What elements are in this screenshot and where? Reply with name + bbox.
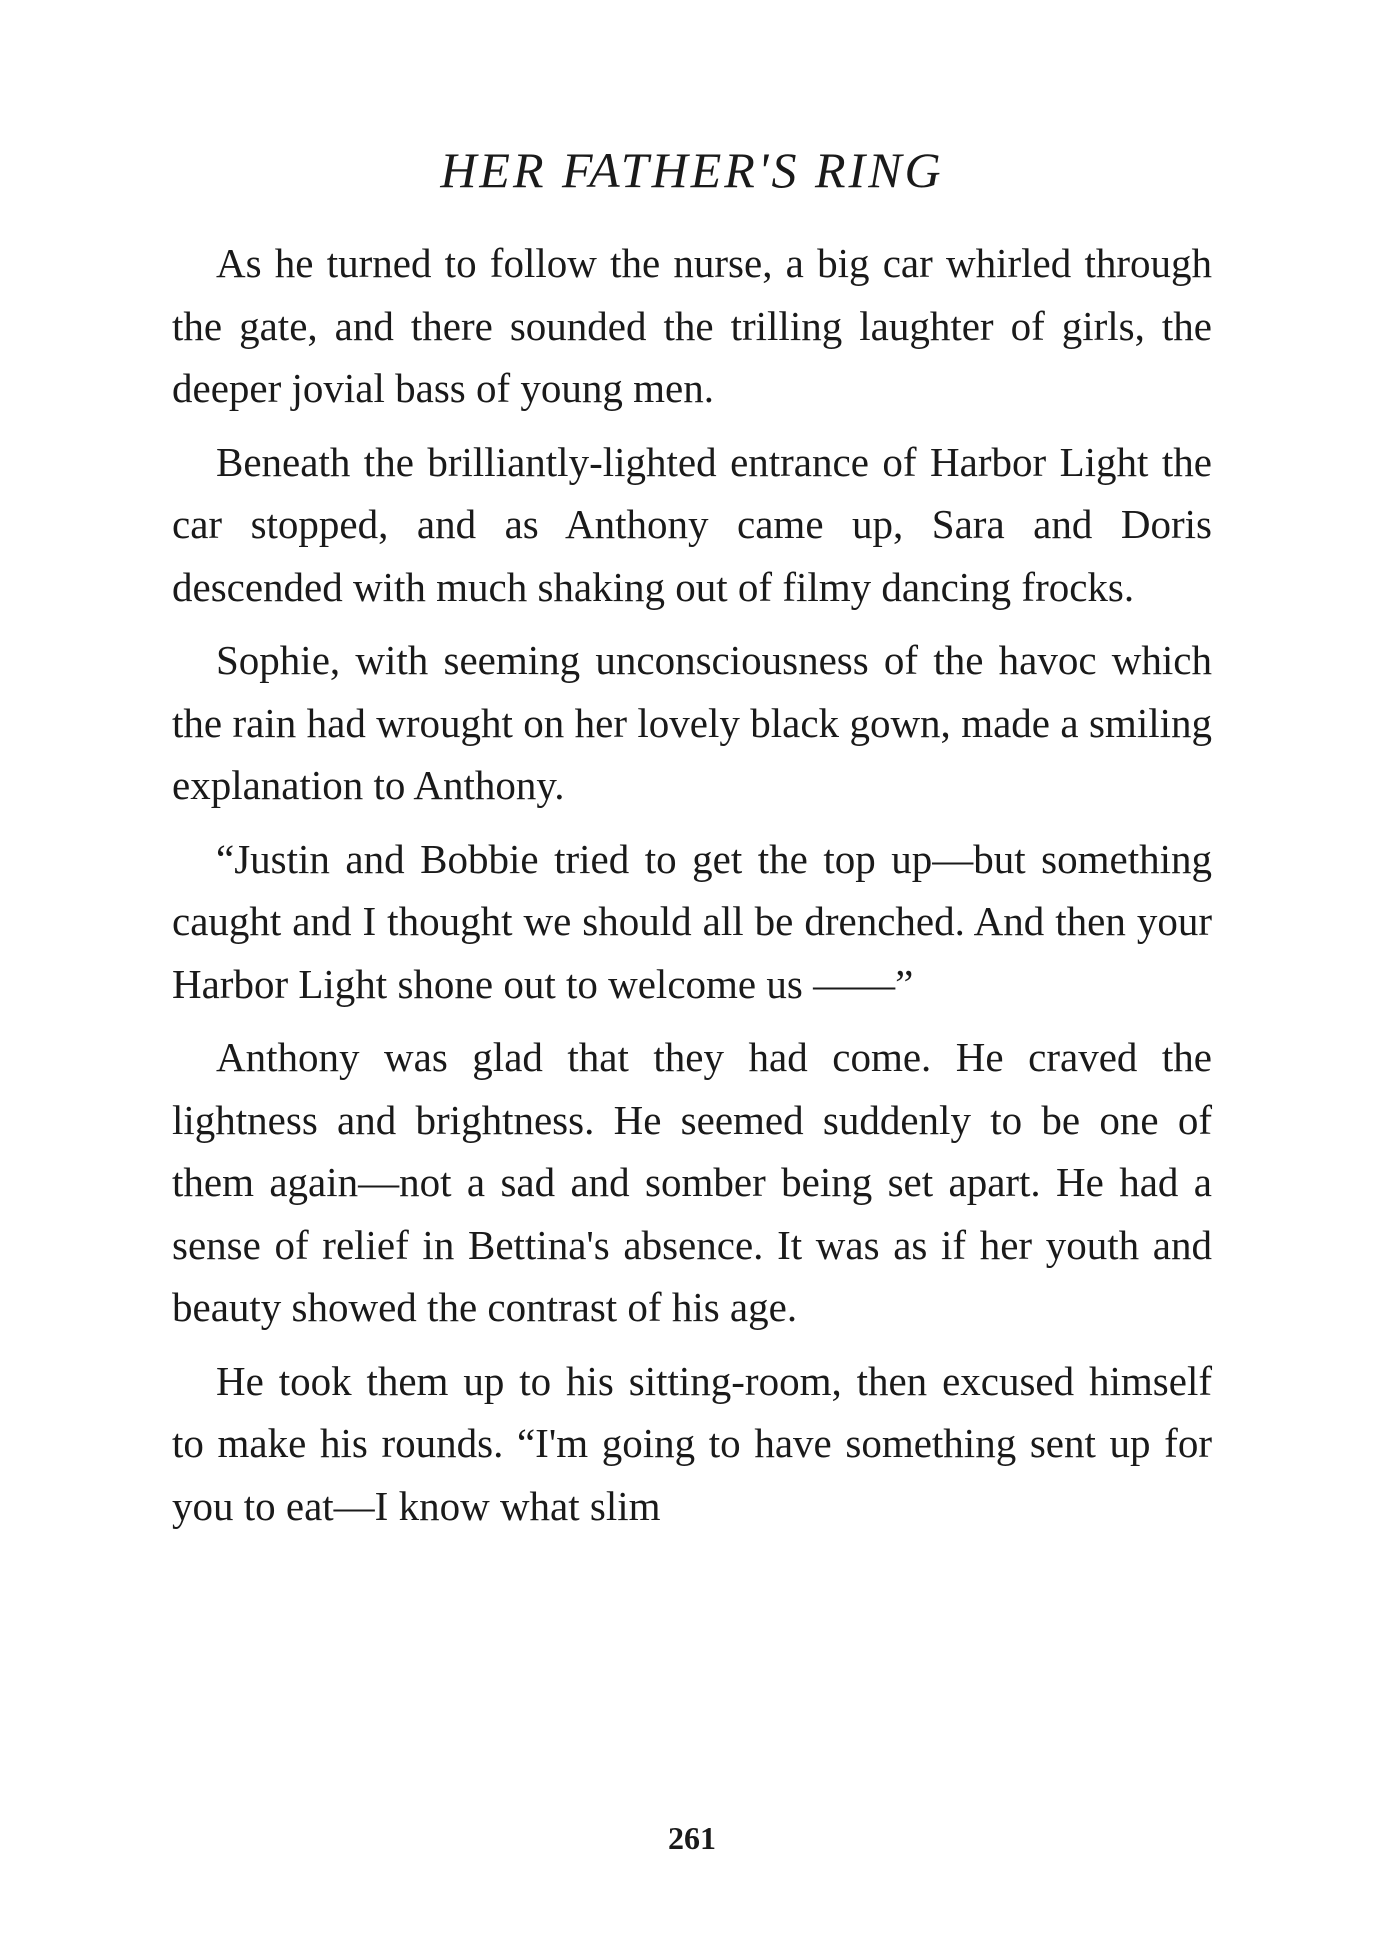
paragraph-dialogue: “Justin and Bobbie tried to get the top up—but something caught and I thought we should all be drenched. And then your Harbor Light shone out to welcome us ——” (172, 835, 1212, 1007)
running-title: HER FATHER'S RING (440, 142, 944, 198)
paragraph-sitting-room: He took them up to his sitting-room, then excused himself to make his rounds. “I'm going to have something sent up for you to eat—I know what slim (172, 1357, 1212, 1529)
page-number: 261 (668, 1820, 716, 1856)
paragraph-sophie: Sophie, with seeming unconsciousness of the havoc which the rain had wrought on her lovely black gown, made a smiling explanation to Anthony. (172, 637, 1212, 808)
body-text (172, 232, 1212, 1548)
paragraph-entrance: Beneath the brilliantly-lighted entrance of Harbor Light the car stopped, and as Anthony came up, Sara and Doris descended with much shaking out of filmy dancing frocks. (172, 438, 1212, 610)
paragraph-anthony: Anthony was glad that they had come. He craved the lightness and brightness. He seemed suddenly to be one of them again—not a sad and somber being set apart. He had a sense of relief in Bettina's absence. It was as if her youth and beauty showed the contrast of his age. (172, 1034, 1212, 1330)
paragraph-car-arrives: As he turned to follow the nurse, a big car whirled through the gate, and there sounded the trilling laughter of girls, the deeper jovial bass of young men. (172, 240, 1212, 411)
